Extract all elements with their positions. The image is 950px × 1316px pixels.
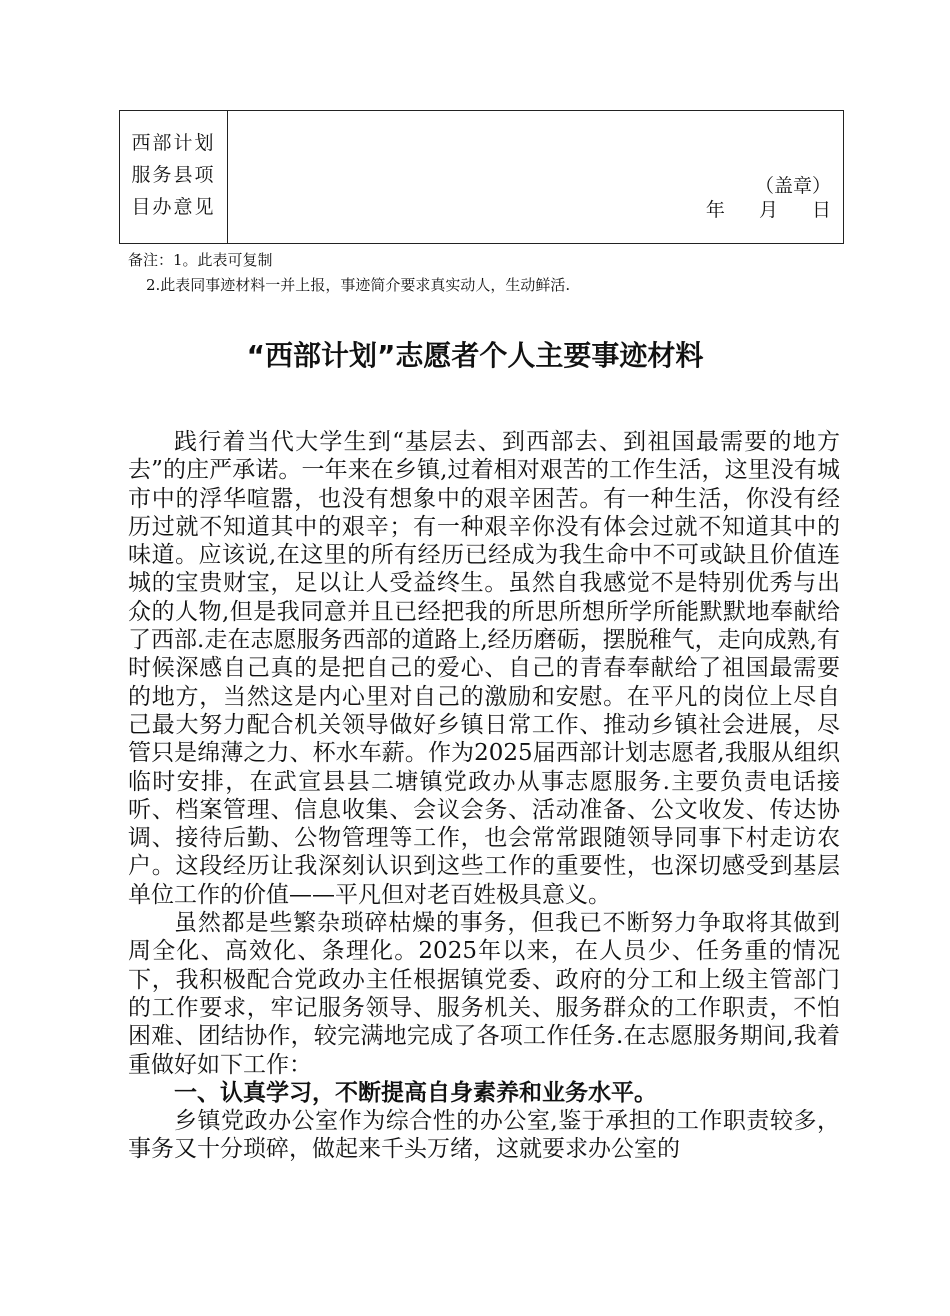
section-heading: 一、认真学习，不断提高自身素养和业务水平。 (174, 1079, 657, 1106)
body-paragraph: 乡镇党政办公室作为综合性的办公室,鉴于承担的工作职责较多，事务又十分琐碎，做起来千头万绪，这就要求办公室的 (128, 1108, 840, 1163)
document-title: “西部计划”志愿者个人主要事迹材料 (246, 339, 704, 372)
remark-note-2: 2.此表同事迹材料一并上报，事迹简介要求真实动人，生动鲜活. (146, 276, 571, 294)
document-body (128, 428, 840, 1164)
remark-note-1: 备注：1。此表可复制 (128, 251, 273, 269)
body-paragraph: 践行着当代大学生到“基层去、到西部去、到祖国最需要的地方去”的庄严承诺。一年来在乡镇,过着相对艰苦的工作生活，这里没有城市中的浮华喧嚣，也没有想象中的艰辛困苦。有一种生活，你没有经历过就不知道其中的艰辛；有一种艰辛你没有体会过就不知道其中的味道。应该说,在这里的所有经历已经成为我生命中不可或缺且价值连城的宝贵财宝，足以让人受益终生。虽然自我感觉不是特别优秀与出众的人物,但是我同意并且已经把我的所思所想所学所能默默地奉献给了西部.走在志愿服务西部的道路上,经历磨砺，摆脱稚气，走向成熟,有时候深感自己真的是把自己的爱心、自己的青春奉献给了祖国最需要的地方，当然这是内心里对自己的激励和安慰。在平凡的岗位上尽自己最大努力配合机关领导做好乡镇日常工作、推动乡镇社会进展，尽管只是绵薄之力、杯水车薪。作为2025届西部计划志愿者,我服从组织临时安排，在武宣县县二塘镇党政办从事志愿服务.主要负责电话接听、档案管理、信息收集、会议会务、活动准备、公文收发、传达协调、接待后勤、公物管理等工作，也会常常跟随领导同事下村走访农户。这段经历让我深刻认识到这些工作的重要性，也深切感受到基层单位工作的价值——平凡但对老百姓极具意义。 (128, 429, 840, 908)
county-opinion-table (119, 110, 844, 244)
opinion-label-line: 服务县项 (131, 164, 216, 186)
opinion-content-cell (228, 111, 843, 243)
body-paragraph: 虽然都是些繁杂琐碎枯燥的事务，但我已不断努力争取将其做到周全化、高效化、条理化。2025年以来，在人员少、任务重的情况下，我积极配合党政办主任根据镇党委、政府的分工和上级主管部门的工作要求，牢记服务领导、服务机关、服务群众的工作职责，不怕困难、团结协作，较完满地完成了各项工作任务.在志愿服务期间,我着重做好如下工作： (128, 910, 840, 1078)
opinion-label-line: 目办意见 (131, 196, 216, 218)
opinion-label-cell (120, 111, 228, 243)
opinion-label-line: 西部计划 (131, 132, 216, 154)
stamp-label: （盖章） (754, 175, 831, 197)
date-line: 年 月 日 (705, 199, 831, 221)
